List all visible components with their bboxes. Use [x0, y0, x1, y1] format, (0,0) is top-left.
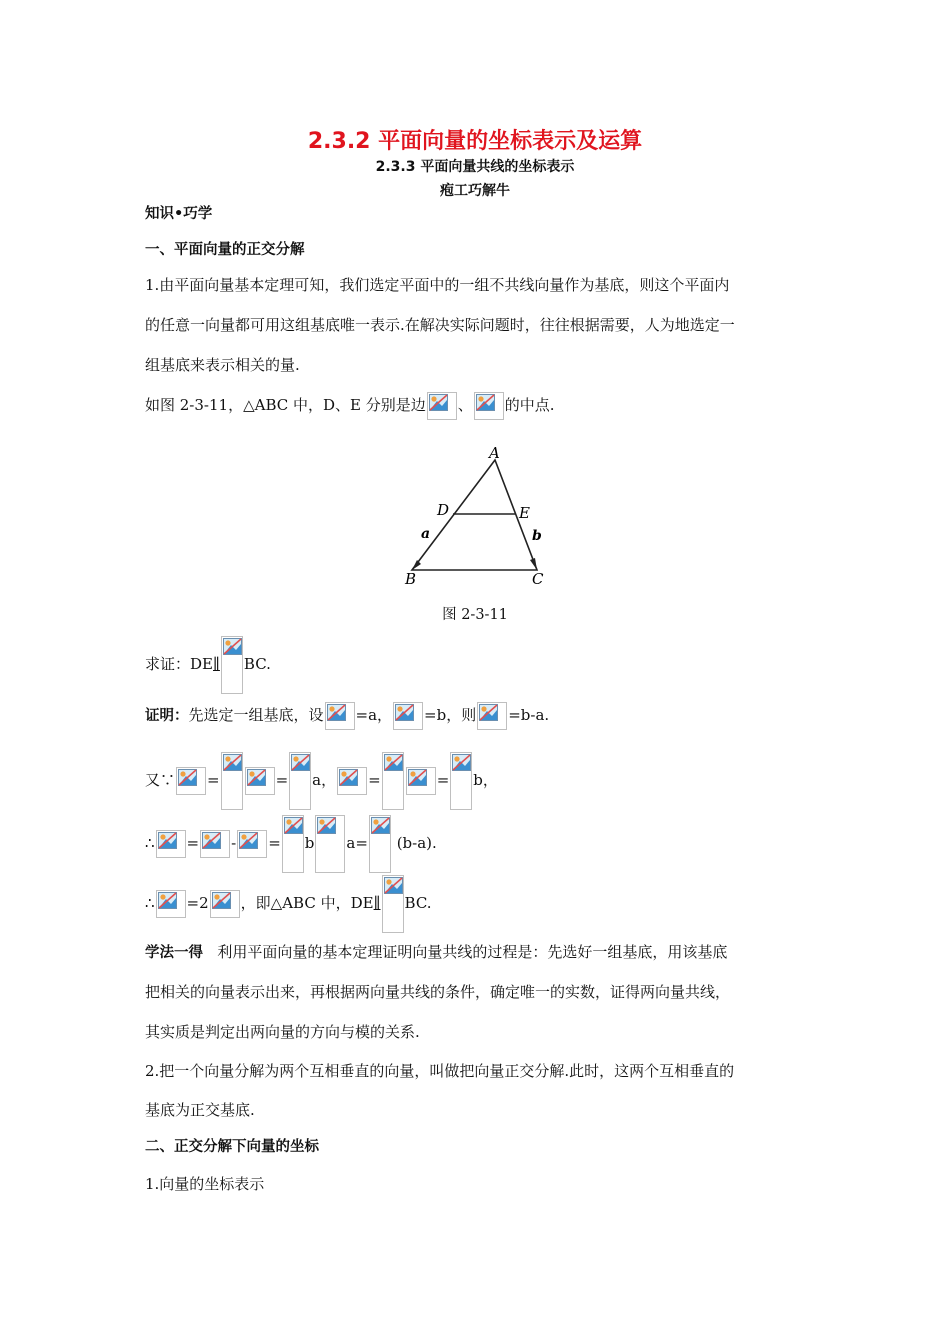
broken-image-icon — [221, 636, 243, 694]
label-a-vertex: A — [489, 444, 500, 462]
section-label: 知识•巧学 — [145, 206, 213, 222]
heading-1: 一、平面向量的正交分解 — [145, 242, 305, 258]
broken-image-icon — [221, 752, 243, 810]
broken-image-icon — [315, 815, 345, 873]
label-d-point: D — [437, 501, 450, 519]
paragraph-line: 2.把一个向量分解为两个互相垂直的向量，叫做把向量正交分解.此时，这两个互相垂直的 — [145, 1062, 735, 1080]
label-vector-a: a — [421, 526, 431, 542]
broken-image-icon — [474, 392, 504, 420]
broken-image-icon — [427, 392, 457, 420]
paragraph-line: 的任意一向量都可用这组基底唯一表示.在解决实际问题时，往往根据需要，人为地选定一 — [145, 316, 735, 334]
method-label: 学法一得 — [145, 945, 203, 961]
broken-image-icon — [289, 752, 311, 810]
broken-image-icon — [382, 875, 404, 933]
proof-line-therefore: ∴ = - = b a= (b-a). — [145, 815, 437, 871]
broken-image-icon — [210, 890, 240, 918]
triangle-figure — [395, 444, 565, 589]
subtitle: 2.3.3 平面向量共线的坐标表示 — [375, 159, 575, 175]
broken-image-icon — [406, 767, 436, 795]
subtitle-2: 疱工巧解牛 — [440, 183, 510, 199]
broken-image-icon — [337, 767, 367, 795]
method-line: 把相关的向量表示出来，再根据两向量共线的条件，确定唯一的实数，证得两向量共线， — [145, 983, 731, 1001]
method-line: 学法一得 利用平面向量的基本定理证明向量共线的过程是：先选好一组基底，用该基底 — [145, 943, 728, 961]
broken-image-icon — [245, 767, 275, 795]
page-title: 2.3.2 平面向量的坐标表示及运算 — [307, 129, 643, 154]
broken-image-icon — [237, 830, 267, 858]
method-line: 其实质是判定出两向量的方向与模的关系. — [145, 1023, 420, 1041]
broken-image-icon — [382, 752, 404, 810]
broken-image-icon — [450, 752, 472, 810]
proof-line-again: 又∵ = = a， = = b， — [145, 752, 498, 808]
proof-conclusion: ∴ =2 ，即△ABC 中，DE∥ BC. — [145, 875, 432, 931]
label-vector-b: b — [532, 528, 542, 544]
paragraph-line: 1.向量的坐标表示 — [145, 1175, 265, 1193]
paragraph-line: 组基底来表示相关的量. — [145, 356, 300, 374]
paragraph-line: 1.由平面向量基本定理可知，我们选定平面中的一组不共线向量作为基底，则这个平面内 — [145, 276, 730, 294]
broken-image-icon — [393, 702, 423, 730]
figure-caption: 图 2-3-11 — [442, 607, 508, 623]
broken-image-icon — [156, 890, 186, 918]
broken-image-icon — [369, 815, 391, 873]
prove-statement: 求证：DE∥ BC. — [145, 634, 271, 694]
label-c-vertex: C — [532, 570, 544, 588]
broken-image-icon — [156, 830, 186, 858]
label-b-vertex: B — [405, 570, 417, 588]
heading-2: 二、正交分解下向量的坐标 — [145, 1139, 319, 1155]
paragraph-line: 基底为正交基底. — [145, 1101, 255, 1119]
broken-image-icon — [477, 702, 507, 730]
broken-image-icon — [176, 767, 206, 795]
broken-image-icon — [325, 702, 355, 730]
label-e-point: E — [519, 504, 530, 522]
figure-intro: 如图 2-3-11，△ABC 中，D、E 分别是边 、 的中点. — [145, 392, 555, 420]
broken-image-icon — [200, 830, 230, 858]
broken-image-icon — [282, 815, 304, 873]
proof-line: 证明：先选定一组基底，设 =a， =b，则 =b-a. — [145, 700, 549, 730]
